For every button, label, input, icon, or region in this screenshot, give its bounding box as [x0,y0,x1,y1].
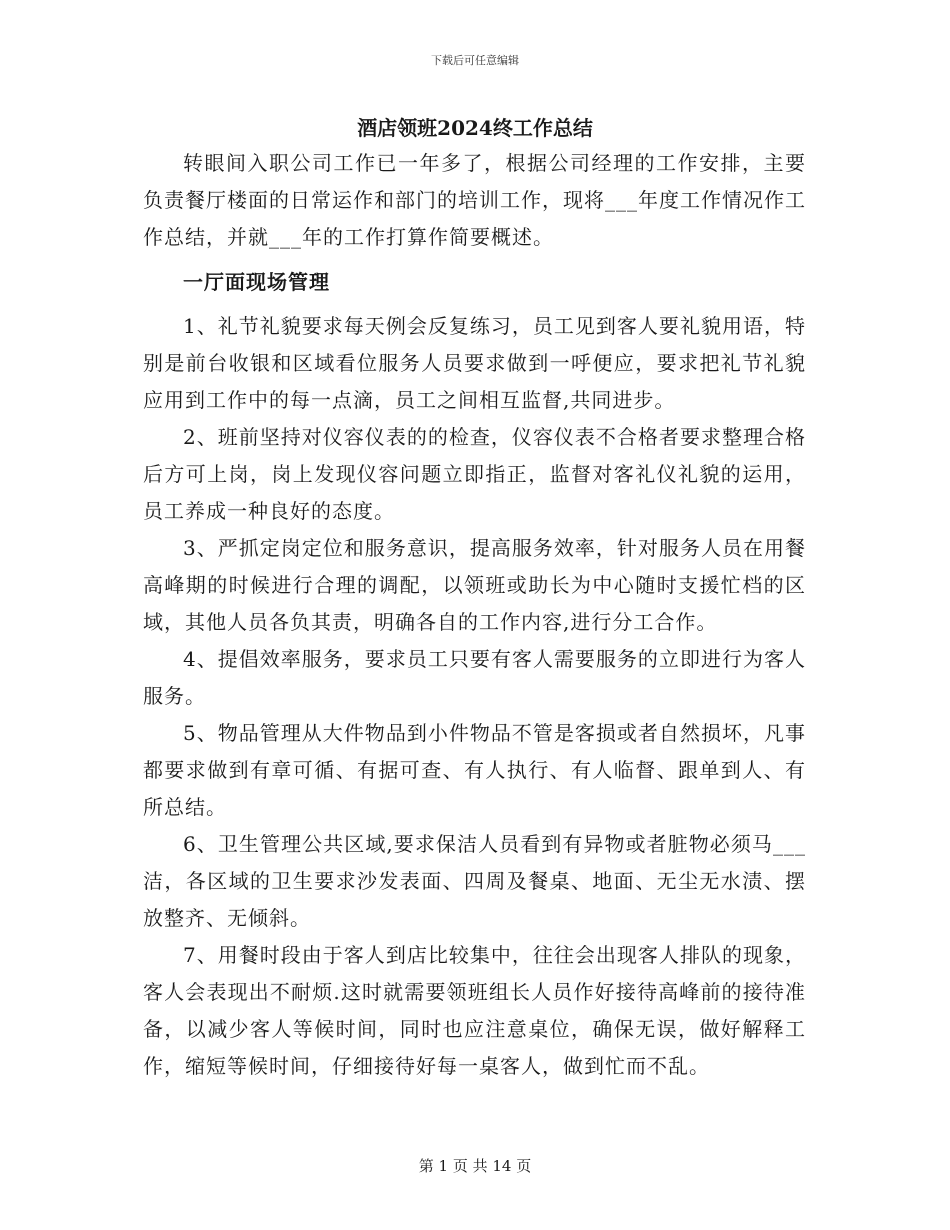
section-heading: 一厅面现场管理 [183,270,330,294]
list-item: 1、礼节礼貌要求每天例会反复练习，员工见到客人要礼貌用语，特别是前台收银和区域看位服务人员要求做到一呼便应，要求把礼节礼貌应用到工作中的每一点滴，员工之间相互监督,共同进步。 [143,314,806,412]
intro-paragraph: 转眼间入职公司工作已一年多了，根据公司经理的工作安排，主要负责餐厅楼面的日常运作和部门的培训工作，现将___年度工作情况作工作总结，并就___年的工作打算作简要概述。 [143,151,806,249]
document-title: 酒店领班2024终工作总结 [357,116,593,140]
list-item: 5、物品管理从大件物品到小件物品不管是客损或者自然损坏，凡事都要求做到有章可循、有据可查、有人执行、有人临督、跟单到人、有所总结。 [143,721,806,819]
list-item: 3、严抓定岗定位和服务意识，提高服务效率，针对服务人员在用餐高峰期的时候进行合理的调配，以领班或助长为中心随时支援忙档的区域，其他人员各负其责，明确各自的工作内容,进行分工合作。 [143,536,806,634]
list-item: 4、提倡效率服务，要求员工只要有客人需要服务的立即进行为客人服务。 [143,647,806,708]
list-item: 2、班前坚持对仪容仪表的的检查，仪容仪表不合格者要求整理合格后方可上岗，岗上发现仪容问题立即指正，监督对客礼仪礼貌的运用，员工养成一种良好的态度。 [143,425,806,523]
document-body [143,145,806,1085]
list-item: 6、卫生管理公共区域,要求保洁人员看到有异物或者脏物必须马___洁，各区域的卫生要求沙发表面、四周及餐桌、地面、无尘无水渍、摆放整齐、无倾斜。 [143,832,806,930]
page-footer: 第 1 页 共 14 页 [418,1157,532,1175]
header-note: 下载后可任意编辑 [431,54,519,67]
list-item: 7、用餐时段由于客人到店比较集中，往往会出现客人排队的现象，客人会表现出不耐烦.这时就需要领班组长人员作好接待高峰前的接待准备，以减少客人等候时间，同时也应注意桌位，确保无误，做好解释工作，缩短等候时间，仔细接待好每一桌客人，做到忙而不乱。 [143,943,806,1078]
